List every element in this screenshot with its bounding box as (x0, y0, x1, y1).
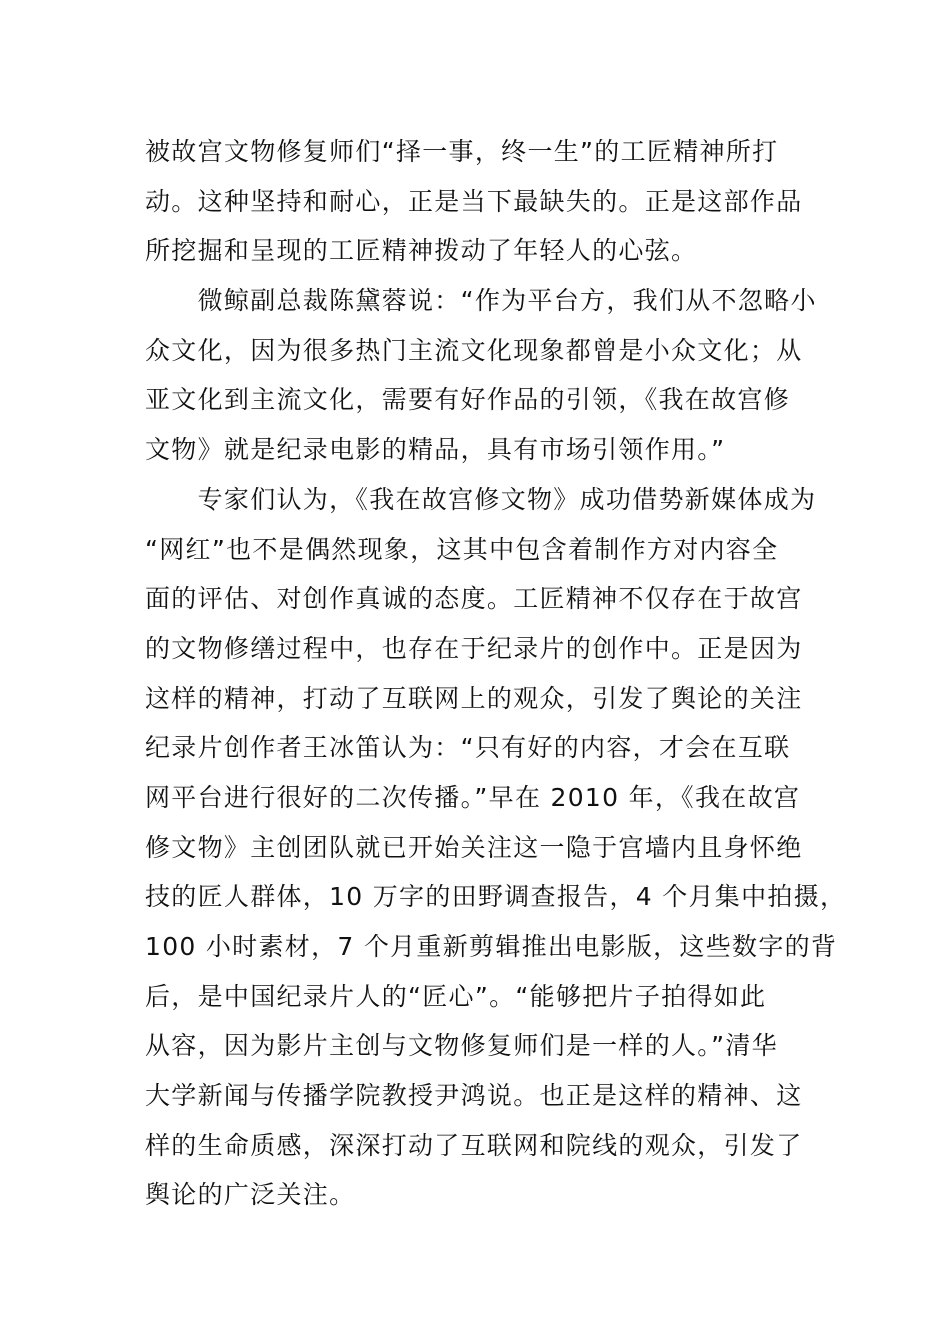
text-line: 被故宫文物修复师们“择一事，终一生”的工匠精神所打 (145, 137, 779, 166)
text-line: 面的评估、对创作真诚的态度。工匠精神不仅存在于故宫 (145, 584, 803, 614)
text-line: 大学新闻与传播学院教授尹鸿说。也正是这样的精神、这 (145, 1081, 803, 1111)
text-line: 亚文化到主流文化，需要有好作品的引领，《我在故宫修 (145, 385, 791, 415)
text-line: 所挖掘和呈现的工匠精神拨动了年轻人的心弦。 (145, 236, 698, 266)
text-line: 修文物》主创团队就已开始关注这一隐于宫墙内且身怀绝 (145, 832, 803, 862)
text-line: 技的匠人群体，10 万字的田野调查报告，4 个月集中拍摄， (145, 882, 847, 912)
text-line: 众文化，因为很多热门主流文化现象都曾是小众文化；从 (145, 335, 803, 365)
text-line: “网红”也不是偶然现象，这其中包含着制作方对内容全 (145, 534, 779, 564)
document-body (145, 127, 847, 1220)
text-line: 后，是中国纪录片人的“匠心”。“能够把片子拍得如此 (145, 981, 767, 1011)
text-line: 专家们认为，《我在故宫修文物》成功借势新媒体成为 (145, 484, 817, 514)
text-line: 舆论的广泛关注。 (145, 1180, 356, 1210)
text-line: 这样的精神，打动了互联网上的观众，引发了舆论的关注 (145, 683, 803, 713)
text-line: 网平台进行很好的二次传播。”早在 2010 年，《我在故宫 (145, 782, 801, 812)
text-line: 微鲸副总裁陈黛蓉说：“作为平台方，我们从不忽略小 (145, 286, 817, 316)
text-line: 的文物修缮过程中，也存在于纪录片的创作中。正是因为 (145, 633, 803, 663)
text-line: 样的生命质感，深深打动了互联网和院线的观众，引发了 (145, 1130, 803, 1160)
text-line: 从容，因为影片主创与文物修复师们是一样的人。”清华 (145, 1031, 778, 1061)
text-line: 纪录片创作者王冰笛认为：“只有好的内容，才会在互联 (145, 733, 791, 763)
text-line: 文物》就是纪录电影的精品，具有市场引领作用。” (145, 435, 726, 465)
text-line: 100 小时素材，7 个月重新剪辑推出电影版，这些数字的背 (145, 932, 838, 961)
text-line: 动。这种坚持和耐心，正是当下最缺失的。正是这部作品 (145, 186, 803, 216)
